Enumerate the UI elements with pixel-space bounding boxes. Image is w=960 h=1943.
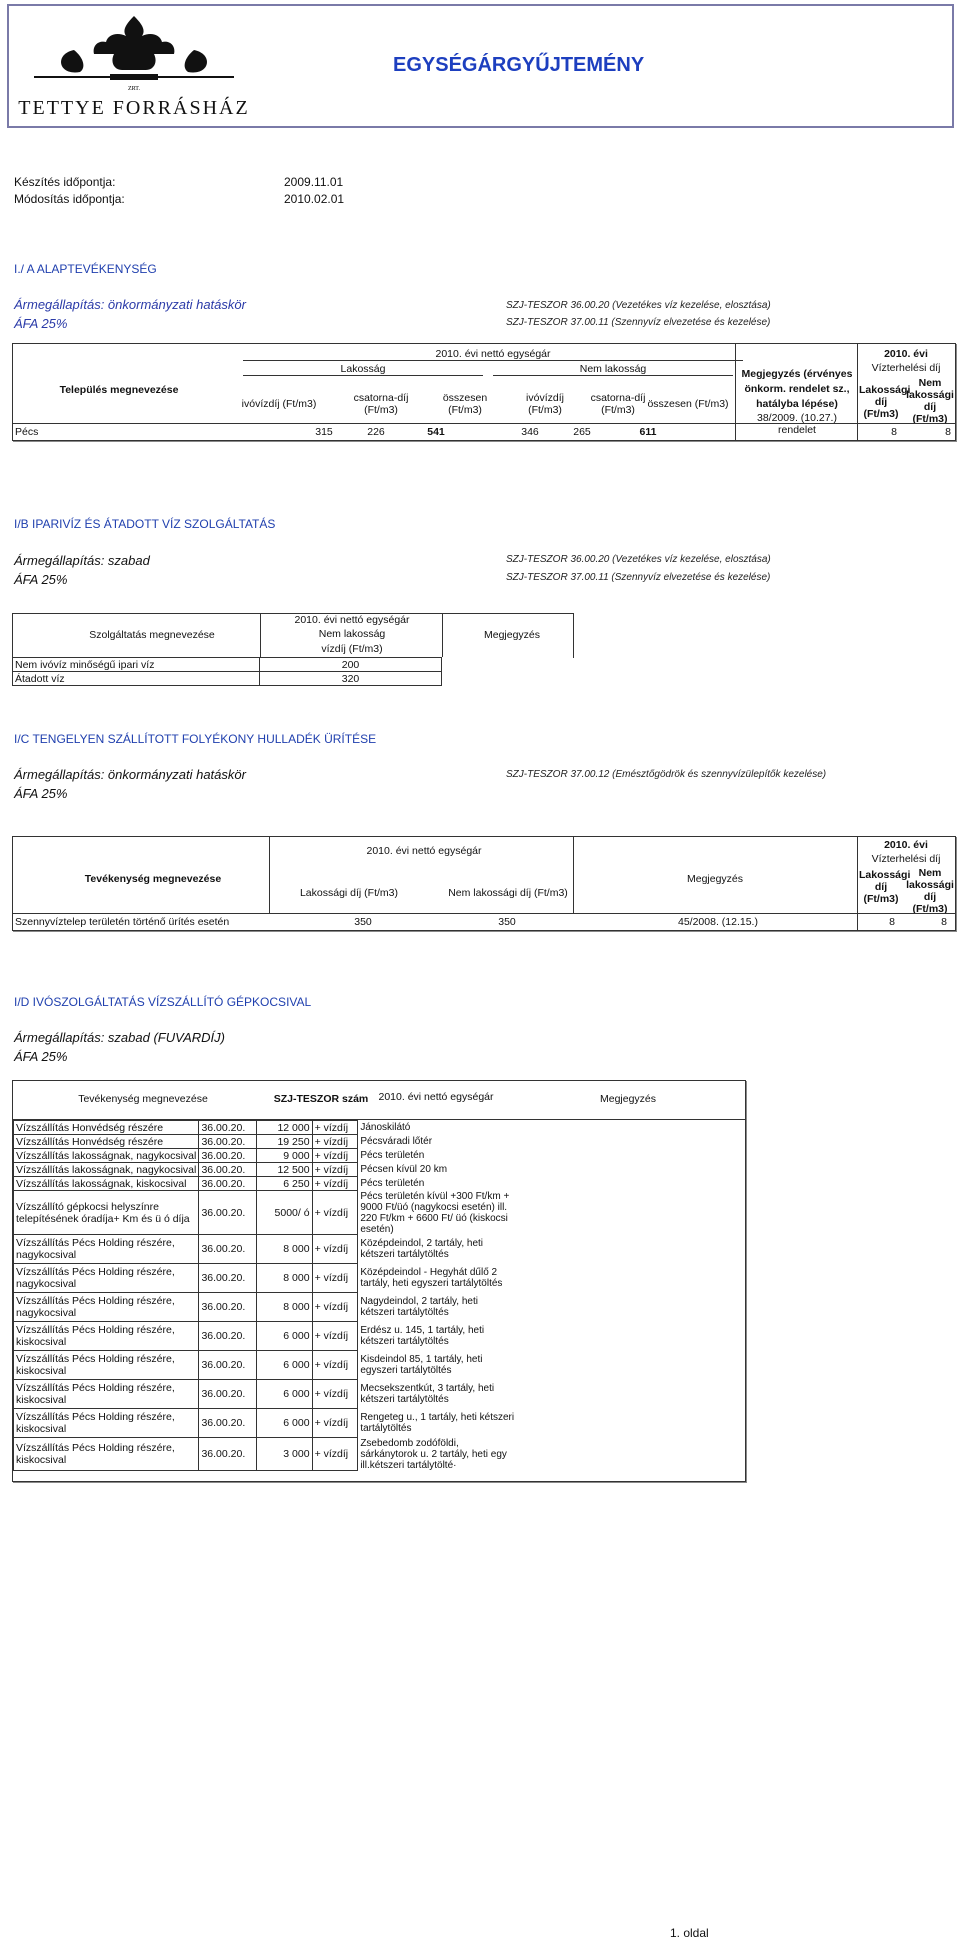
header-unit-price: 2010. évi nettó egységár [243, 348, 743, 361]
row-d-unit: + vízdíj [312, 1409, 358, 1438]
header-c-lak: Lakossági díj (Ft/m3) [299, 887, 399, 899]
table-row [14, 1438, 518, 1471]
row-d-price: 19 250 [256, 1135, 312, 1149]
row-d-unit: + vízdíj [312, 1149, 358, 1163]
header-b-unit-price: 2010. évi nettó egységár [294, 614, 410, 626]
header-c-lak-dij: Lakossági díj (Ft/m3) [859, 869, 911, 905]
row-d-name: Vízszállítás Pécs Holding részére, kiskocsival [14, 1380, 199, 1409]
section-d-table [12, 1080, 746, 1482]
row-d-szj: 36.00.20. [199, 1351, 256, 1380]
section-d-title: I/D IVÓSZOLGÁLTATÁS VÍZSZÁLLÍTÓ GÉPKOCSIVAL [14, 995, 312, 1009]
row-c-v1: 350 [354, 916, 372, 928]
header-d-szj: SZJ-TESZOR szám [273, 1093, 369, 1105]
row-d-unit: + vízdíj [312, 1135, 358, 1149]
header-c-vizterh-2: Vízterhelési díj [871, 853, 941, 865]
row-d-price: 12 500 [256, 1163, 312, 1177]
row-d-price: 6 000 [256, 1380, 312, 1409]
row-d-price: 8 000 [256, 1293, 312, 1322]
header-note-2: önkorm. rendelet sz., [744, 383, 850, 395]
table-row [14, 1149, 518, 1163]
row-d-note: Erdész u. 145, 1 tartály, heti kétszeri tartálytöltés [360, 1325, 485, 1347]
row-d-szj: 36.00.20. [199, 1149, 256, 1163]
row-d-price: 8 000 [256, 1264, 312, 1293]
row-d-unit: + vízdíj [312, 1121, 358, 1135]
header-csatorna: csatorna-díj (Ft/m3) [353, 392, 409, 416]
section-d-vat: ÁFA 25% [14, 1049, 68, 1064]
row-d-name: Vízszállítás Pécs Holding részére, nagykocsival [14, 1235, 199, 1264]
section-b-pricing: Ármegállapítás: szabad [14, 553, 150, 568]
row-d-price: 6 000 [256, 1322, 312, 1351]
row-d-note: Zsebedomb zodóföldi, sárkánytorok u. 2 tartály, heti egy ill.kétszeri tartálytölté· [360, 1437, 507, 1471]
row-d-unit: + vízdíj [312, 1438, 358, 1471]
header-osszesen: összesen (Ft/m3) [442, 392, 488, 416]
header-b-vizdij: vízdíj (Ft/m3) [321, 643, 383, 655]
section-b-rows [12, 657, 442, 686]
row-d-price: 3 000 [256, 1438, 312, 1471]
header-b-nem-lak: Nem lakosság [318, 628, 386, 640]
table-row [14, 1322, 518, 1351]
row-d-unit: + vízdíj [312, 1380, 358, 1409]
row-d-szj: 36.00.20. [199, 1322, 256, 1351]
header-c-unit-price: 2010. évi nettó egységár [366, 845, 482, 857]
table-row [14, 1121, 518, 1135]
header-b-note: Megjegyzés [483, 629, 541, 641]
row-d-szj: 36.00.20. [199, 1177, 256, 1191]
table-row [14, 1163, 518, 1177]
row-d-price: 6 000 [256, 1409, 312, 1438]
row-d-price: 12 000 [256, 1121, 312, 1135]
header-osszesen-2: összesen (Ft/m3) [647, 398, 729, 410]
header-ivovizdij: ivóvízdíj (Ft/m3) [241, 398, 317, 410]
row-c-v2: 350 [498, 916, 516, 928]
created-value: 2009.11.01 [284, 175, 344, 189]
row-d-szj: 36.00.20. [199, 1191, 256, 1235]
table-row [14, 1264, 518, 1293]
section-c-title: I/C TENGELYEN SZÁLLÍTOTT FOLYÉKONY HULLADÉK ÜRÍTÉSE [14, 732, 377, 746]
header-nemlak-dij: Nem lakossági díj (Ft/m3) [906, 377, 954, 425]
row-d-note: Pécsváradi lőtér [360, 1136, 433, 1147]
row-d-szj: 36.00.20. [199, 1409, 256, 1438]
row-c-v4: 8 [941, 916, 947, 928]
header-nem-lakossag: Nem lakosság [493, 363, 733, 376]
section-b-szj1: SZJ-TESZOR 36.00.20 (Vezetékes víz kezelése, elosztása) [506, 554, 771, 565]
row-d-unit: + vízdíj [312, 1293, 358, 1322]
row-d-szj: 36.00.20. [199, 1264, 256, 1293]
row-d-note: Pécs területén [360, 1178, 425, 1189]
row-d-szj: 36.00.20. [199, 1135, 256, 1149]
section-d-pricing: Ármegállapítás: szabad (FUVARDÍJ) [14, 1030, 225, 1045]
row-d-unit: + vízdíj [312, 1264, 358, 1293]
header-d-activity: Tevékenység megnevezése [78, 1093, 208, 1105]
row-d-name: Vízszállítás Pécs Holding részére, nagykocsival [14, 1264, 199, 1293]
section-c-table [12, 836, 956, 931]
row-settlement: Pécs [15, 426, 39, 438]
row-b-name-1: Átadott víz [13, 672, 260, 686]
table-row [13, 672, 442, 686]
row-b-value-1: 320 [260, 672, 442, 686]
section-c-szj1: SZJ-TESZOR 37.00.12 (Emésztőgödrök és szennyvízülepítők kezelése) [506, 769, 827, 780]
row-d-szj: 36.00.20. [199, 1163, 256, 1177]
section-a-pricing: Ármegállapítás: önkormányzati hatáskör [14, 297, 246, 312]
header-c-nemlak: Nem lakossági díj (Ft/m3) [448, 887, 568, 899]
header-note-3: hatályba lépése) [756, 398, 838, 410]
created-label: Készítés időpontja: [14, 175, 116, 189]
row-d-name: Vízszállítás Honvédség részére [14, 1135, 199, 1149]
svg-text:TETTYE FORRÁSHÁZ: TETTYE FORRÁSHÁZ [18, 97, 250, 119]
header-settlement: Település megnevezése [59, 384, 179, 396]
row-d-note: Középdeindol, 2 tartály, heti kétszeri tartálytöltés [360, 1238, 483, 1260]
row-v7: 8 [891, 426, 897, 438]
section-c-pricing: Ármegállapítás: önkormányzati hatáskör [14, 767, 246, 782]
row-d-name: Vízszállítás Pécs Holding részére, kiskocsival [14, 1438, 199, 1471]
row-d-unit: + vízdíj [312, 1191, 358, 1235]
row-d-note: Pécs területén kívül +300 Ft/km + 9000 Ft/üó (nagykocsi esetén) ill. 220 Ft/km + 6600 Ft/ üó (kiskocsi esetén) [360, 1190, 510, 1235]
row-b-name-0: Nem ivóvíz minőségű ipari víz [13, 658, 260, 672]
header-c-vizterh-1: 2010. évi [884, 839, 928, 851]
table-row [14, 1135, 518, 1149]
header-d-unit-price: 2010. évi nettó egységár [378, 1091, 494, 1103]
svg-text:ZRT.: ZRT. [127, 86, 141, 92]
row-d-name: Vízszállítás lakosságnak, kiskocsival [14, 1177, 199, 1191]
row-d-unit: + vízdíj [312, 1163, 358, 1177]
row-d-name: Vízszállító gépkocsi helyszínre telepítésének óradíja+ Km és ü ó díja [14, 1191, 199, 1235]
row-v1: 315 [315, 426, 333, 438]
table-row [13, 658, 442, 672]
row-d-price: 6 250 [256, 1177, 312, 1191]
row-d-name: Vízszállítás Honvédség részére [14, 1121, 199, 1135]
header-c-nemlak-dij: Nem lakossági díj (Ft/m3) [906, 867, 954, 915]
table-row [14, 1380, 518, 1409]
row-d-unit: + vízdíj [312, 1235, 358, 1264]
header-csatorna-2: csatorna-díj (Ft/m3) [590, 392, 646, 416]
section-a-vat: ÁFA 25% [14, 316, 68, 331]
row-v2: 226 [367, 426, 385, 438]
row-d-name: Vízszállítás Pécs Holding részére, kiskocsival [14, 1351, 199, 1380]
row-d-price: 9 000 [256, 1149, 312, 1163]
header-vizterh-2: Vízterhelési díj [871, 362, 941, 374]
row-d-unit: + vízdíj [312, 1322, 358, 1351]
row-d-szj: 36.00.20. [199, 1293, 256, 1322]
row-d-note: Rengeteg u., 1 tartály, heti kétszeri tartálytöltés [360, 1412, 515, 1434]
row-v5: 265 [573, 426, 591, 438]
section-b-vat: ÁFA 25% [14, 572, 68, 587]
row-d-price: 6 000 [256, 1351, 312, 1380]
row-d-unit: + vízdíj [312, 1177, 358, 1191]
row-d-name: Vízszállítás lakosságnak, nagykocsival [14, 1149, 199, 1163]
row-d-note: Pécsen kívül 20 km [360, 1164, 448, 1175]
row-b-value-0: 200 [260, 658, 442, 672]
section-b-table [12, 613, 572, 691]
row-c-name: Szennyvíztelep területén történő ürítés esetén [15, 916, 230, 928]
section-b-title: I/B IPARIVÍZ ÉS ÁTADOTT VÍZ SZOLGÁLTATÁS [14, 517, 276, 531]
header-d-note: Megjegyzés [599, 1093, 657, 1105]
row-note-2: rendelet [778, 424, 816, 436]
header-activity: Tevékenység megnevezése [84, 873, 222, 885]
row-v6: 611 [639, 426, 657, 438]
row-c-note: 45/2008. (12.15.) [678, 916, 758, 928]
row-d-name: Vízszállítás Pécs Holding részére, nagykocsival [14, 1293, 199, 1322]
page-number: 1. oldal [670, 1926, 709, 1940]
row-v8: 8 [945, 426, 951, 438]
row-d-price: 5000/ ó [256, 1191, 312, 1235]
row-d-note: Mecsekszentkút, 3 tartály, heti kétszeri tartálytöltés [360, 1383, 495, 1405]
header-lak-dij: Lakossági díj (Ft/m3) [859, 384, 911, 420]
section-a-szj1: SZJ-TESZOR 36.00.20 (Vezetékes víz kezelése, elosztása) [506, 300, 771, 311]
header-ivovizdij-2: ivóvízdíj (Ft/m3) [526, 392, 564, 416]
row-d-szj: 36.00.20. [199, 1235, 256, 1264]
row-d-szj: 36.00.20. [199, 1438, 256, 1471]
row-d-note: Nagydeindol, 2 tartály, heti kétszeri tartálytöltés [360, 1296, 478, 1318]
row-note-1: 38/2009. (10.27.) [757, 412, 837, 424]
row-c-v3: 8 [889, 916, 895, 928]
row-d-name: Vízszállítás lakosságnak, nagykocsival [14, 1163, 199, 1177]
section-b-szj2: SZJ-TESZOR 37.00.11 (Szennyvíz elvezetése és kezelése) [506, 572, 771, 583]
row-d-name: Vízszállítás Pécs Holding részére, kiskocsival [14, 1409, 199, 1438]
row-d-szj: 36.00.20. [199, 1380, 256, 1409]
modified-value: 2010.02.01 [284, 192, 345, 206]
section-a-table [12, 343, 956, 441]
company-logo [14, 10, 254, 122]
modified-label: Módosítás időpontja: [14, 192, 125, 206]
table-row [14, 1177, 518, 1191]
table-row [14, 1293, 518, 1322]
table-row [14, 1351, 518, 1380]
row-d-name: Vízszállítás Pécs Holding részére, kiskocsival [14, 1322, 199, 1351]
header-c-note: Megjegyzés [686, 873, 744, 885]
header-vizterh-1: 2010. évi [884, 348, 928, 360]
header-lakossag: Lakosság [243, 363, 483, 376]
row-d-price: 8 000 [256, 1235, 312, 1264]
row-v4: 346 [521, 426, 539, 438]
header-note-1: Megjegyzés (érvényes [741, 368, 853, 380]
row-d-unit: + vízdíj [312, 1351, 358, 1380]
section-d-rows [13, 1120, 518, 1471]
row-v3: 541 [427, 426, 445, 438]
table-row [14, 1235, 518, 1264]
row-d-note: Középdeindol - Hegyhát dűlő 2 tartály, heti egyszeri tartálytöltés [360, 1267, 503, 1289]
section-a-szj2: SZJ-TESZOR 37.00.11 (Szennyvíz elvezetése és kezelése) [506, 317, 771, 328]
row-d-note: Kisdeindol 85, 1 tartály, heti egyszeri tartálytöltés [360, 1354, 483, 1376]
header-service: Szolgáltatás megnevezése [89, 629, 215, 641]
section-a-title: I./ A ALAPTEVÉKENYSÉG [14, 262, 157, 276]
document-title: EGYSÉGÁRGYŰJTEMÉNY [393, 54, 645, 76]
table-row [14, 1409, 518, 1438]
row-d-note: Jánoskilátó [360, 1122, 411, 1133]
table-row [14, 1191, 518, 1235]
row-d-note: Pécs területén [360, 1150, 425, 1161]
row-d-szj: 36.00.20. [199, 1121, 256, 1135]
section-c-vat: ÁFA 25% [14, 786, 68, 801]
